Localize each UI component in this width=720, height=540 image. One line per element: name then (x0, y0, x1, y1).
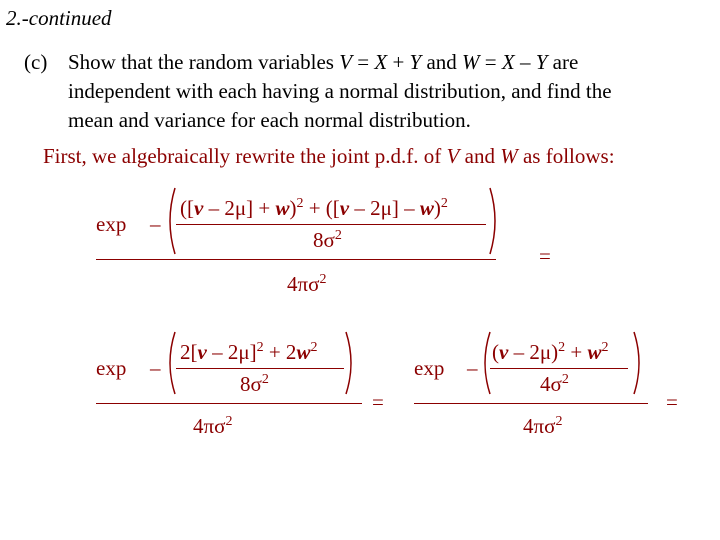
equals-sign: = (372, 390, 384, 414)
inner-denominator: $8\sigma^2$ (240, 372, 269, 396)
outer-fraction-bar (96, 259, 496, 260)
inner-denominator: $8\sigma^2$ (313, 228, 342, 252)
inner-fraction-bar (176, 368, 344, 369)
exp-label: exp (96, 356, 127, 380)
negative-sign: – (150, 356, 161, 380)
outer-denominator: $4\pi\sigma^2$ (287, 272, 327, 296)
part-label: (c) (24, 50, 48, 74)
left-paren (163, 330, 177, 396)
left-paren (478, 330, 492, 396)
problem-line-1: Show that the random variables V = X + Y and W = X – Y are (68, 50, 579, 74)
right-paren (344, 330, 358, 396)
slide-header: 2.-continued (6, 6, 112, 30)
inner-numerator: $(v - 2\mu)^2 + w^2$ (492, 340, 609, 364)
outer-fraction-bar (414, 403, 648, 404)
inner-numerator: $2[v - 2\mu]^2 + 2w^2$ (180, 340, 318, 364)
outer-fraction-bar (96, 403, 362, 404)
right-paren (488, 186, 502, 256)
right-paren (632, 330, 646, 396)
inner-fraction-bar (176, 224, 486, 225)
equals-sign: = (539, 244, 551, 268)
problem-line-3: mean and variance for each normal distribution. (68, 108, 471, 132)
exp-label: exp (96, 212, 127, 236)
exp-label: exp (414, 356, 445, 380)
equals-sign: = (666, 390, 678, 414)
negative-sign: – (467, 356, 478, 380)
negative-sign: – (150, 212, 161, 236)
outer-denominator: $4\pi\sigma^2$ (193, 414, 233, 438)
problem-line-2: independent with each having a normal distribution, and find the (68, 79, 612, 103)
inner-fraction-bar (490, 368, 628, 369)
outer-denominator: $4\pi\sigma^2$ (523, 414, 563, 438)
left-paren (163, 186, 177, 256)
inner-numerator: $([v - 2\mu] + w)^2 + ([v - 2\mu] - w)^2$ (180, 196, 448, 220)
inner-denominator: $4\sigma^2$ (540, 372, 569, 396)
solution-intro: First, we algebraically rewrite the joint p.d.f. of V and W as follows: (43, 144, 615, 168)
